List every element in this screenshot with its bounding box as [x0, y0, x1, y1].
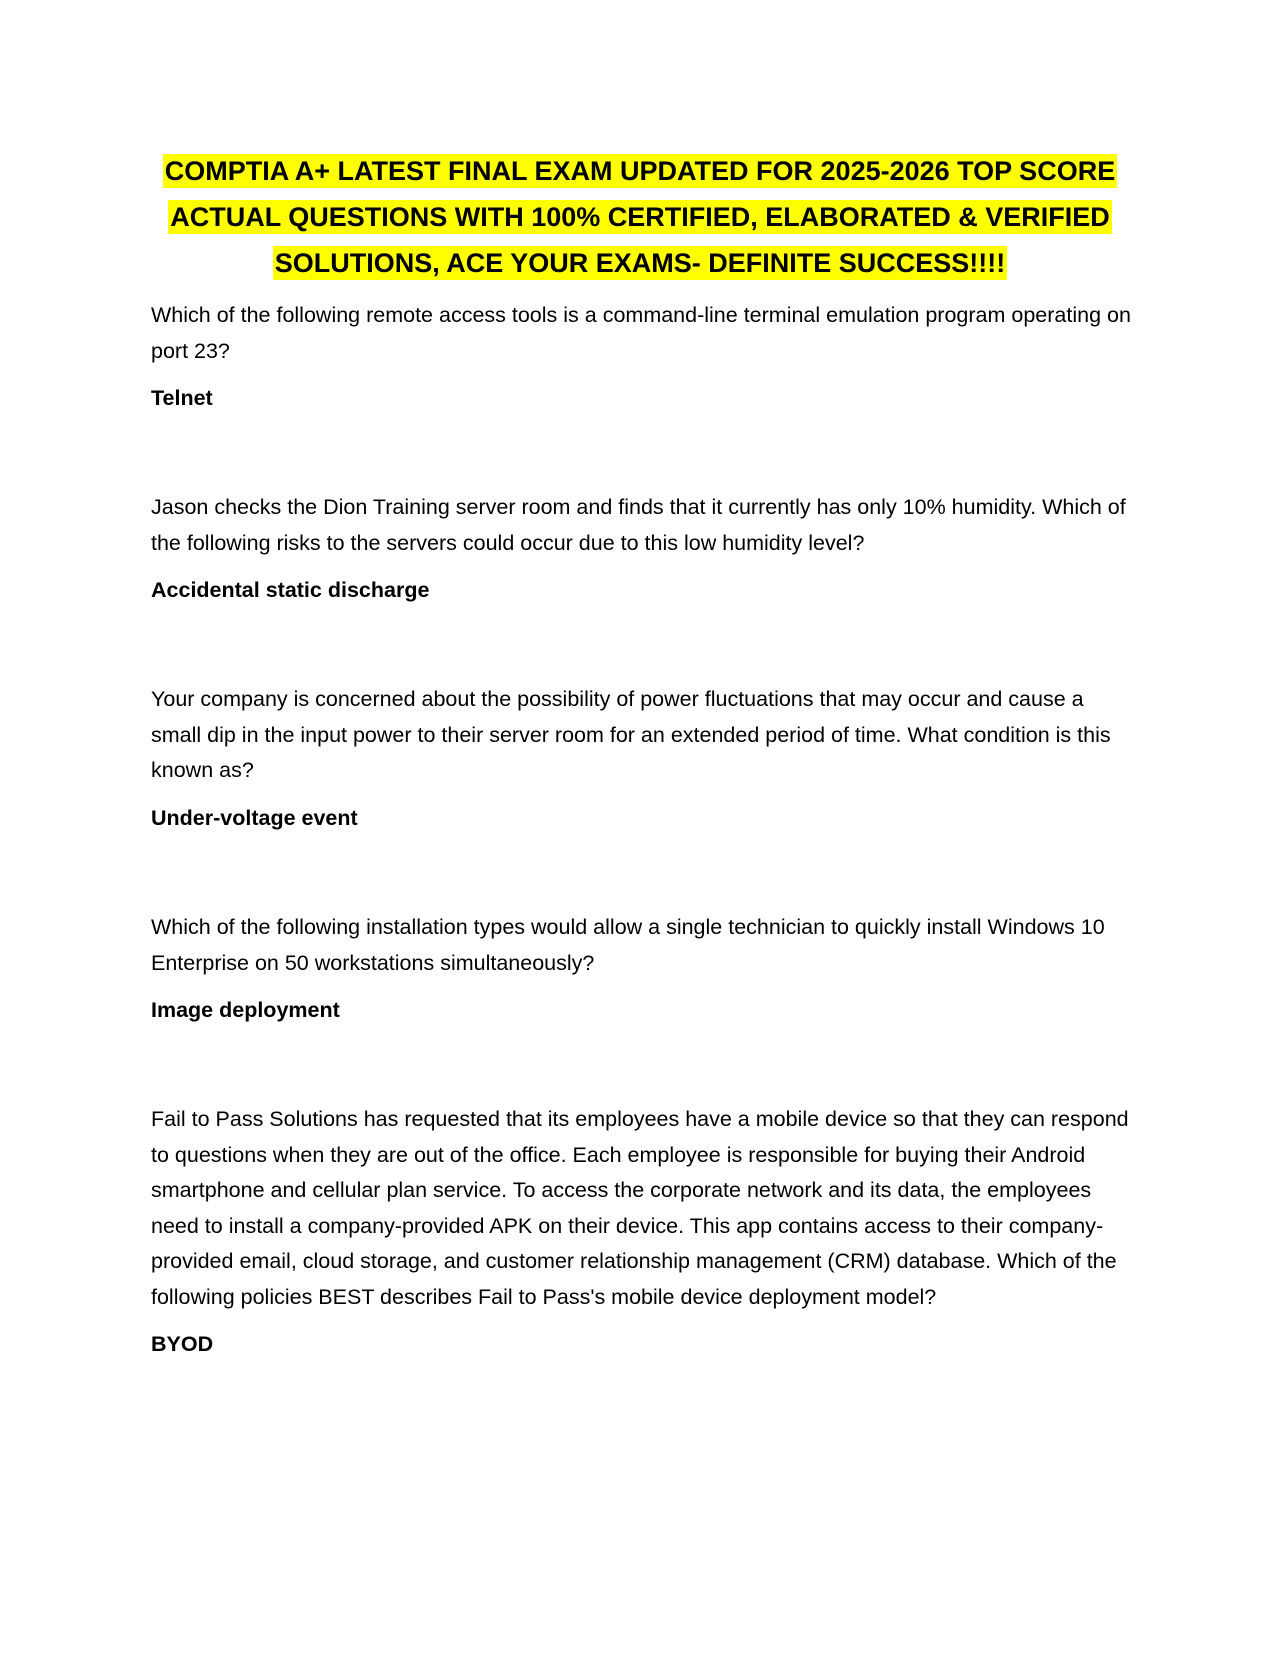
question-text: Which of the following remote access tools is a command-line terminal emulation program operating on port 23? [151, 303, 1131, 363]
answer-text: Telnet [151, 386, 213, 410]
qa-item-5 [151, 1102, 1131, 1359]
qa-item-4 [151, 910, 1131, 1025]
answer-text: Under-voltage event [151, 805, 358, 830]
answer-text: Image deployment [151, 998, 340, 1022]
title-text: COMPTIA A+ LATEST FINAL EXAM UPDATED FOR 2025-2026 TOP SCORE ACTUAL QUESTIONS WITH 100% CERTIFIED, ELABORATED & VERIFIED SOLUTIONS, ACE YOUR EXAMS- DEFINITE SUCCESS!!!! [164, 156, 1116, 278]
question-text: Fail to Pass Solutions has requested that its employees have a mobile device so that they can respond to questions when they are out of the office. Each employee is responsible for buying their Android smartphone and cellular plan service. To access the corporate network and its data, the employees need to install a company-provided APK on their device. This app contains access to their company-provided email, cloud storage, and customer relationship management (CRM) database. Which of the following policies BEST describes Fail to Pass's mobile device deployment model? [151, 1107, 1129, 1309]
qa-item-2 [151, 490, 1131, 605]
question-text: Your company is concerned about the possibility of power fluctuations that may occur and cause a small dip in the input power to their server room for an extended period of time. What condition is this known as? [151, 687, 1111, 782]
qa-item-3 [151, 682, 1131, 833]
question-text: Which of the following installation types would allow a single technician to quickly install Windows 10 Enterprise on 50 workstations simultaneously? [151, 915, 1105, 975]
qa-item-1 [151, 298, 1131, 413]
question-text: Jason checks the Dion Training server room and finds that it currently has only 10% humidity. Which of the following risks to the servers could occur due to this low humidity level? [151, 495, 1126, 555]
document-title [140, 148, 1140, 286]
answer-text: BYOD [151, 1332, 214, 1356]
answer-text: Accidental static discharge [151, 578, 430, 602]
